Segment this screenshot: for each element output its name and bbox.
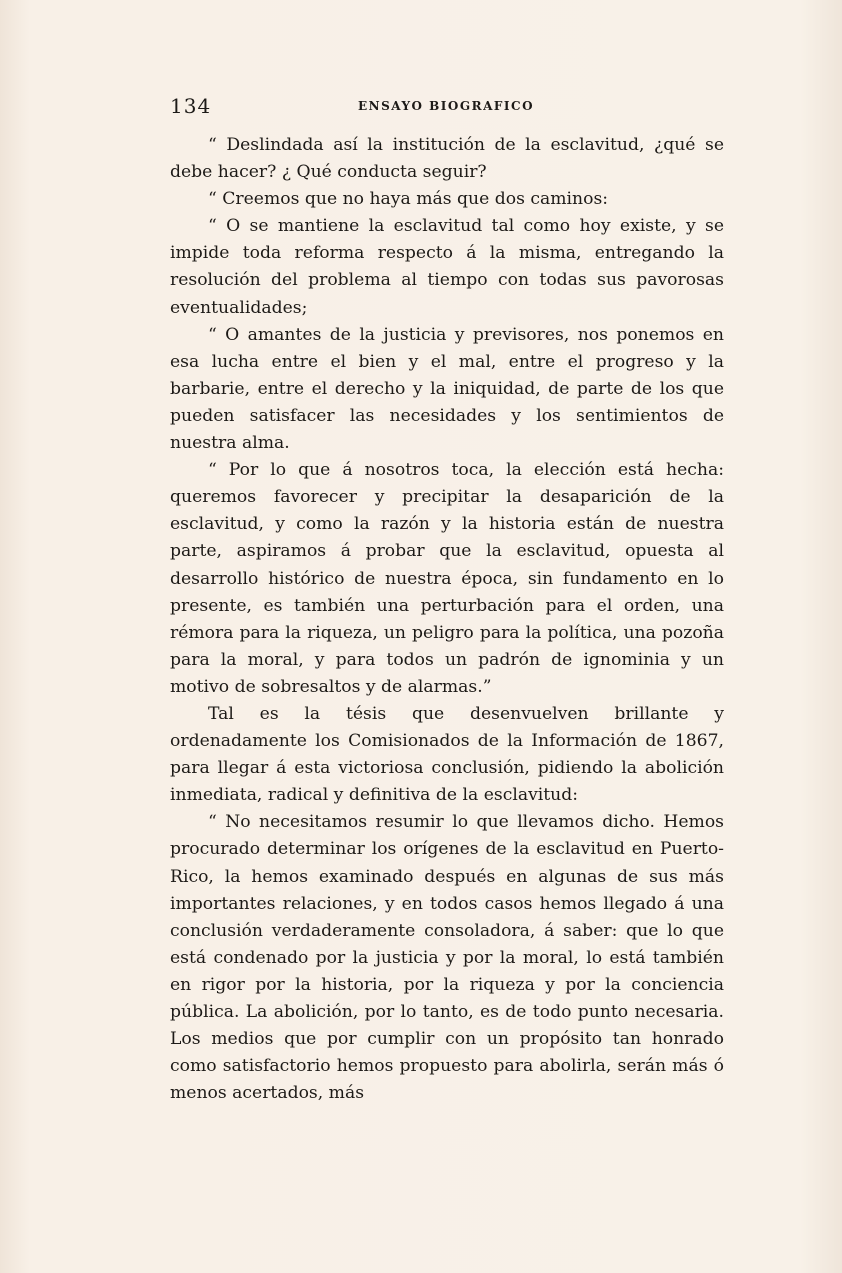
paragraph-thesis: Tal es la tésis que desenvuelven brillante y ordenadamente los Comisionados de la Información de 1867, para llegar á esta victoriosa conclusión, pidiendo la abolición inmediata, radical y definitiva de la esclavitud:: [170, 703, 724, 806]
paragraph-question: “ Deslindada así la institución de la esclavitud, ¿qué se debe hacer? ¿ Qué conducta seguir?: [170, 135, 724, 183]
page-header: [168, 94, 724, 118]
page-number: 134: [170, 94, 212, 118]
paragraph-option-one: “ O se mantiene la esclavitud tal como hoy existe, y se impide toda reforma respecto á la misma, entregando la resolución del problema al tiempo con todas sus pavorosas eventualidades;: [170, 216, 724, 318]
body-text: [170, 132, 724, 1107]
running-head: ENSAYO BIOGRAFICO: [357, 99, 535, 113]
paragraph-conclusion: “ No necesitamos resumir lo que llevamos dicho. Hemos procurado determinar los orígenes de la esclavitud en Puerto-Rico, la hemos examinado después en algunas de sus más importantes relaciones, y en todos casos hemos llegado á una conclusión verdaderamente consoladora, á saber: que lo que está condenado por la justicia y por la moral, lo está también en rigor por la historia, por la riqueza y por la conciencia pública. La abolición, por lo tanto, es de todo punto necesaria. Los medios que por cumplir con un propósito tan honrado como satisfactorio hemos propuesto para abolirla, serán más ó menos acertados, más: [170, 812, 724, 1104]
paragraph-option-two: “ O amantes de la justicia y previsores, nos ponemos en esa lucha entre el bien y el mal, entre el progreso y la barbarie, entre el derecho y la iniquidad, de parte de los que pueden satisfacer las necesidades y los sentimientos de nuestra alma.: [170, 324, 724, 454]
paragraph-choice: “ Por lo que á nosotros toca, la elección está hecha: queremos favorecer y precipitar la desaparición de la esclavitud, y como la razón y la historia están de nuestra parte, aspiramos á probar que la esclavitud, opuesta al desarrollo histórico de nuestra época, sin fundamento en lo presente, es también una perturbación para el orden, una rémora para la riqueza, un peligro para la política, una pozoña para la moral, y para todos un padrón de ignominia y un motivo de sobresaltos y de alarmas.”: [170, 460, 724, 697]
paragraph-two-paths: “ Creemos que no haya más que dos caminos:: [208, 189, 609, 210]
